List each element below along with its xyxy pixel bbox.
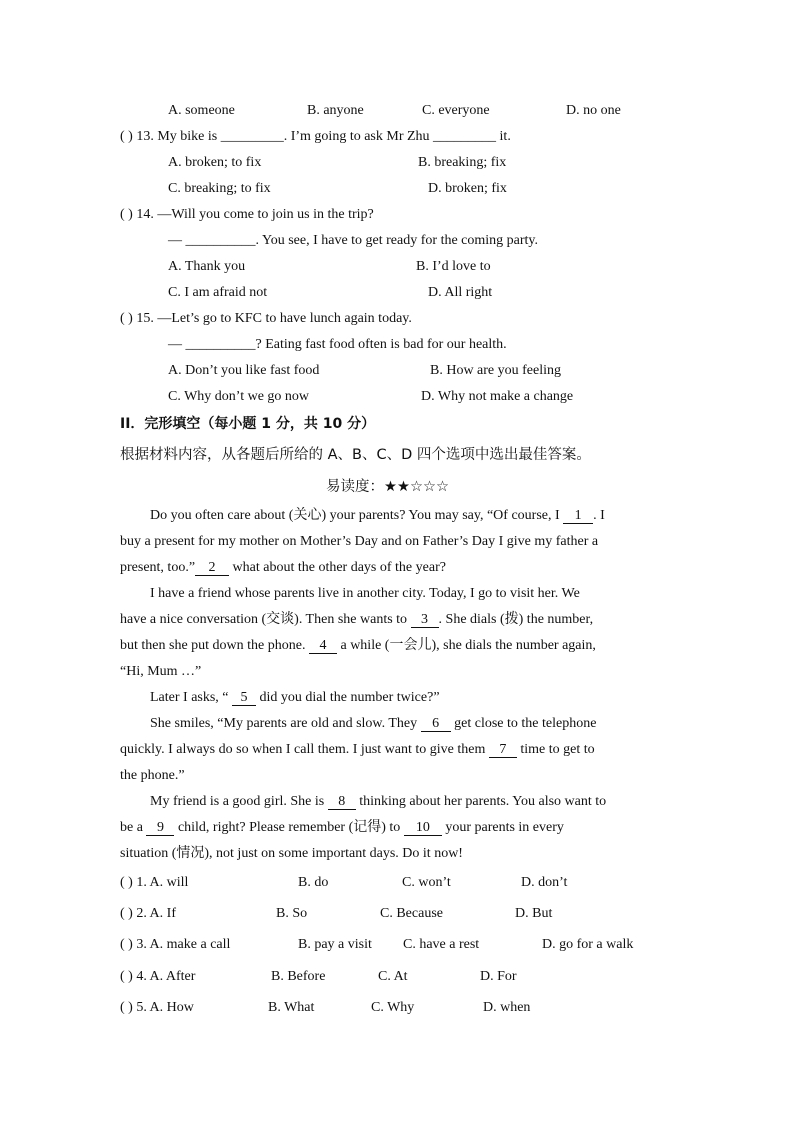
cloze-q5-option-b: B. What <box>268 1000 315 1015</box>
passage-text: thinking about her parents. You also want to <box>355 794 607 809</box>
q14-option-d: D. All right <box>428 285 493 300</box>
cloze-q4: ( ) 4. A. After <box>120 969 196 984</box>
cloze-q4-option-d: D. For <box>480 969 517 984</box>
passage-p1-line3 <box>120 559 446 577</box>
passage-p4-line3: the phone.” <box>120 768 185 783</box>
cloze-q5-option-c: C. Why <box>371 1000 415 1015</box>
q15-option-d: D. Why not make a change <box>421 389 574 404</box>
q14-option-a: A. Thank you <box>168 259 246 274</box>
cloze-q1: ( ) 1. A. will <box>120 875 189 890</box>
passage-text: have a nice conversation (交谈). Then she wants to <box>120 612 411 627</box>
cloze-q2-option-c: C. Because <box>380 906 443 921</box>
q15-option-a: A. Don’t you like fast food <box>168 363 320 378</box>
passage-p5-line2 <box>120 819 564 837</box>
passage-text: child, right? Please remember (记得) to <box>174 820 404 835</box>
difficulty-label: 易读度： <box>326 479 384 495</box>
blank-3: 3 <box>411 613 439 628</box>
q15-reply: — __________? Eating fast food often is bad for our health. <box>168 337 507 352</box>
passage-text: your parents in every <box>441 820 564 835</box>
blank-1: 1 <box>563 509 593 524</box>
cloze-q2-option-d: D. But <box>515 906 553 921</box>
blank-6: 6 <box>421 717 451 732</box>
passage-p2-line3 <box>120 637 596 655</box>
passage-text: My friend is a good girl. She is <box>150 794 328 809</box>
cloze-q3: ( ) 3. A. make a call <box>120 937 231 952</box>
cloze-q1-option-d: D. don’t <box>521 875 568 890</box>
cloze-q2-option-b: B. So <box>276 906 308 921</box>
passage-p1-line2: buy a present for my mother on Mother’s Day and on Father’s Day I give my father a <box>120 534 599 549</box>
passage-text: present, too.” <box>120 560 196 575</box>
cloze-q2: ( ) 2. A. If <box>120 906 176 921</box>
q13-option-d: D. broken; fix <box>428 181 507 196</box>
passage-text: Later I asks, “ <box>150 690 233 705</box>
q15-stem: ( ) 15. —Let’s go to KFC to have lunch again today. <box>120 311 412 326</box>
q13-stem-c: it. <box>496 129 511 144</box>
q15-option-c: C. Why don’t we go now <box>168 389 310 404</box>
cloze-q5: ( ) 5. A. How <box>120 1000 194 1015</box>
q13-stem-b: . I’m going to ask Mr Zhu <box>283 129 434 144</box>
cloze-q3-option-c: C. have a rest <box>403 937 480 952</box>
q12-option-a: A. someone <box>168 103 235 118</box>
q13-blank-1: _________ <box>220 129 284 144</box>
difficulty-stars-icon: ★★☆☆☆ <box>384 479 449 495</box>
passage-text: quickly. I always do so when I call them. I just want to give them <box>120 742 489 757</box>
q14-reply: — __________. You see, I have to get ready for the coming party. <box>168 233 539 248</box>
q12-option-c: C. everyone <box>422 103 490 118</box>
passage-p3-line1 <box>150 689 440 707</box>
section-heading: II．完形填空（每小题 1 分，共 10 分） <box>120 416 376 432</box>
q13-stem <box>120 128 511 146</box>
passage-text: She smiles, “My parents are old and slow. They <box>150 716 421 731</box>
passage-p4-line2 <box>120 741 595 759</box>
blank-5: 5 <box>232 691 256 706</box>
blank-9: 9 <box>146 821 174 836</box>
q13-option-a: A. broken; to fix <box>168 155 262 170</box>
passage-p2-line2 <box>120 611 593 629</box>
q14-option-c: C. I am afraid not <box>168 285 268 300</box>
passage-text: be a <box>120 820 147 835</box>
blank-2: 2 <box>195 561 229 576</box>
section-instruction: 根据材料内容，从各题后所给的 A、B、C、D 四个选项中选出最佳答案。 <box>120 447 591 463</box>
difficulty-rating <box>326 478 449 496</box>
passage-p5-line3: situation (情况), not just on some important days. Do it now! <box>120 846 463 861</box>
passage-text: time to get to <box>516 742 595 757</box>
cloze-q1-option-c: C. won’t <box>402 875 451 890</box>
cloze-q4-option-c: C. At <box>378 969 408 984</box>
q13-option-c: C. breaking; to fix <box>168 181 271 196</box>
q13-stem-a: ( ) 13. My bike is <box>120 129 221 144</box>
cloze-q5-option-d: D. when <box>483 1000 531 1015</box>
passage-p2-line1: I have a friend whose parents live in another city. Today, I go to visit her. We <box>150 586 580 601</box>
q13-option-b: B. breaking; fix <box>418 155 507 170</box>
q15-option-b: B. How are you feeling <box>430 363 562 378</box>
passage-p5-line1 <box>150 793 606 811</box>
passage-p2-line4: “Hi, Mum …” <box>120 664 202 679</box>
blank-4: 4 <box>309 639 337 654</box>
cloze-q1-option-b: B. do <box>298 875 329 890</box>
passage-text: . I <box>593 508 605 523</box>
blank-7: 7 <box>489 743 517 758</box>
blank-10: 10 <box>404 821 442 836</box>
q12-option-b: B. anyone <box>307 103 364 118</box>
cloze-q4-option-b: B. Before <box>271 969 326 984</box>
passage-p1-line1 <box>150 507 605 525</box>
passage-text: what about the other days of the year? <box>229 560 446 575</box>
blank-8: 8 <box>328 795 356 810</box>
q14-stem: ( ) 14. —Will you come to join us in the trip? <box>120 207 374 222</box>
passage-text: a while (一会儿), she dials the number again, <box>336 638 596 653</box>
passage-text: Do you often care about (关心) your parents? You may say, “Of course, I <box>150 508 564 523</box>
cloze-q3-option-d: D. go for a walk <box>542 937 634 952</box>
q12-option-d: D. no one <box>566 103 621 118</box>
q13-blank-2: _________ <box>433 129 497 144</box>
cloze-q3-option-b: B. pay a visit <box>298 937 372 952</box>
passage-text: get close to the telephone <box>450 716 597 731</box>
q14-option-b: B. I’d love to <box>416 259 491 274</box>
passage-text: did you dial the number twice?” <box>256 690 440 705</box>
passage-text: but then she put down the phone. <box>120 638 309 653</box>
passage-p4-line1 <box>150 715 596 733</box>
passage-text: . She dials (拨) the number, <box>438 612 594 627</box>
